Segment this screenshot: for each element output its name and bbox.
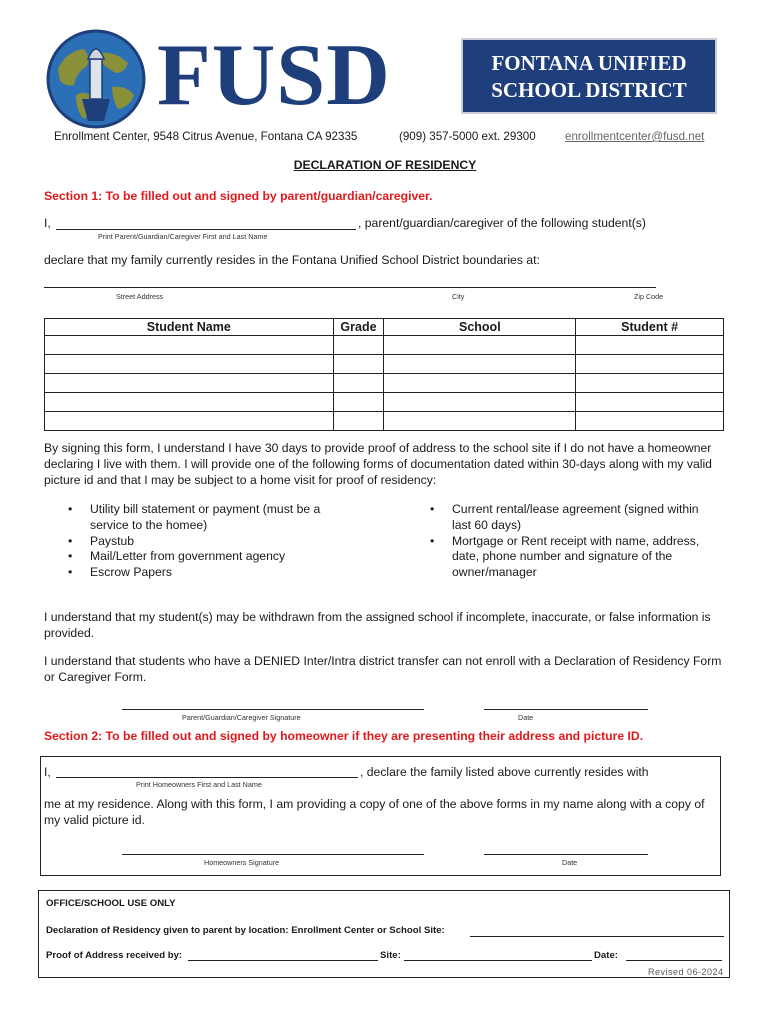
address-field[interactable] xyxy=(44,287,656,288)
school-cell[interactable] xyxy=(384,374,576,393)
parent-date-field[interactable] xyxy=(484,709,648,710)
section1-heading: Section 1: To be filled out and signed by parent/guardian/caregiver. xyxy=(44,189,433,203)
proof-list-left xyxy=(44,502,354,581)
parent-signature-caption: Parent/Guardian/Caregiver Signature xyxy=(182,713,301,722)
col-header-student-name: Student Name xyxy=(45,319,334,336)
office-site-label: Site: xyxy=(380,950,401,961)
col-header-student-number: Student # xyxy=(576,319,724,336)
student-name-cell[interactable] xyxy=(45,393,334,412)
col-header-school: School xyxy=(384,319,576,336)
table-row xyxy=(45,355,724,374)
parent-signature-field[interactable] xyxy=(122,709,424,710)
received-by-field[interactable] xyxy=(188,960,378,961)
district-name-badge xyxy=(461,38,717,114)
office-location-label: Declaration of Residency given to parent by location: Enrollment Center or School Site: xyxy=(46,925,445,936)
section1-i-label: I, xyxy=(44,216,51,230)
parent-date-caption: Date xyxy=(518,713,534,722)
grade-cell[interactable] xyxy=(333,355,384,374)
homeowner-signature-field[interactable] xyxy=(122,854,424,855)
enrollment-phone: (909) 357-5000 ext. 29300 xyxy=(399,130,536,143)
fusd-logo-text: FUSD xyxy=(157,27,391,124)
school-site-field[interactable] xyxy=(470,936,724,937)
list-item: • Current rental/lease agreement (signed within last 60 days) xyxy=(406,502,718,534)
parent-name-caption: Print Parent/Guardian/Caregiver First and Last Name xyxy=(98,232,268,241)
table-row xyxy=(45,374,724,393)
office-date-field[interactable] xyxy=(626,960,722,961)
list-item: • Mail/Letter from government agency xyxy=(44,549,354,565)
student-number-cell[interactable] xyxy=(576,412,724,431)
list-item: • Escrow Papers xyxy=(44,565,354,581)
section2-heading: Section 2: To be filled out and signed by homeowner if they are presenting their address and picture ID. xyxy=(44,729,644,743)
transfer-notice: I understand that students who have a DENIED Inter/Intra district transfer can not enroll with a Declaration of Residency Form or Caregiver Form. xyxy=(44,654,722,684)
signing-paragraph: By signing this form, I understand I have 30 days to provide proof of address to the school site if I do not have a homeowner declaring I live with them. I will provide one of the following forms of documentation dated within 30-days along with my valid picture id and that I may be subject to a home visit for proof of residency: xyxy=(44,441,712,487)
homeowner-date-caption: Date xyxy=(562,858,578,867)
school-cell[interactable] xyxy=(384,393,576,412)
homeowner-signature-caption: Homeowners Signature xyxy=(204,858,280,867)
table-row xyxy=(45,412,724,431)
office-use-title: OFFICE/SCHOOL USE ONLY xyxy=(46,898,176,909)
page-title: DECLARATION OF RESIDENCY xyxy=(293,158,477,172)
proof-list-right xyxy=(406,502,718,581)
table-row xyxy=(45,336,724,355)
district-globe-logo xyxy=(46,29,146,129)
section2-line-suffix: , declare the family listed above currently resides with xyxy=(360,765,649,779)
withdrawal-notice: I understand that my student(s) may be withdrawn from the assigned school if incomplete, inaccurate, or false information is provided. xyxy=(44,610,711,640)
proof-received-label: Proof of Address received by: xyxy=(46,950,183,961)
street-caption: Street Address xyxy=(116,292,164,301)
student-number-cell[interactable] xyxy=(576,393,724,412)
homeowner-name-field[interactable] xyxy=(56,777,358,778)
school-cell[interactable] xyxy=(384,336,576,355)
grade-cell[interactable] xyxy=(333,412,384,431)
table-header-row xyxy=(45,319,724,336)
district-name-line2: SCHOOL DISTRICT xyxy=(491,78,687,102)
school-cell[interactable] xyxy=(384,355,576,374)
student-name-cell[interactable] xyxy=(45,336,334,355)
student-name-cell[interactable] xyxy=(45,374,334,393)
col-header-grade: Grade xyxy=(333,319,384,336)
student-number-cell[interactable] xyxy=(576,374,724,393)
table-row xyxy=(45,393,724,412)
homeowner-name-caption: Print Homeowners First and Last Name xyxy=(136,780,262,789)
student-number-cell[interactable] xyxy=(576,336,724,355)
student-name-cell[interactable] xyxy=(45,355,334,374)
grade-cell[interactable] xyxy=(333,374,384,393)
student-number-cell[interactable] xyxy=(576,355,724,374)
enrollment-address: Enrollment Center, 9548 Citrus Avenue, Fontana CA 92335 xyxy=(54,130,358,143)
parent-name-field[interactable] xyxy=(56,229,356,230)
grade-cell[interactable] xyxy=(333,393,384,412)
office-date-label: Date: xyxy=(594,950,618,961)
declare-text: declare that my family currently resides in the Fontana Unified School District boundaries at: xyxy=(44,253,540,267)
homeowner-date-field[interactable] xyxy=(484,854,648,855)
office-site-field[interactable] xyxy=(404,960,592,961)
enrollment-email-link[interactable]: enrollmentcenter@fusd.net xyxy=(565,130,705,143)
section1-line-suffix: , parent/guardian/caregiver of the following student(s) xyxy=(358,216,646,230)
zip-caption: Zip Code xyxy=(634,292,664,301)
section2-i-label: I, xyxy=(44,765,51,779)
student-table xyxy=(44,318,724,431)
grade-cell[interactable] xyxy=(333,336,384,355)
list-item: • Mortgage or Rent receipt with name, address, date, phone number and signature of the owner/manager xyxy=(406,534,718,581)
city-caption: City xyxy=(452,292,465,301)
school-cell[interactable] xyxy=(384,412,576,431)
list-item: • Utility bill statement or payment (must be a service to the homee) xyxy=(44,502,354,534)
list-item: • Paystub xyxy=(44,534,354,550)
student-name-cell[interactable] xyxy=(45,412,334,431)
homeowner-statement: me at my residence. Along with this form, I am providing a copy of one of the above forms in my name along with a copy of my valid picture id. xyxy=(44,797,705,827)
revision-date: Revised 06-2024 xyxy=(648,967,724,977)
district-name-line1: FONTANA UNIFIED xyxy=(491,51,687,75)
